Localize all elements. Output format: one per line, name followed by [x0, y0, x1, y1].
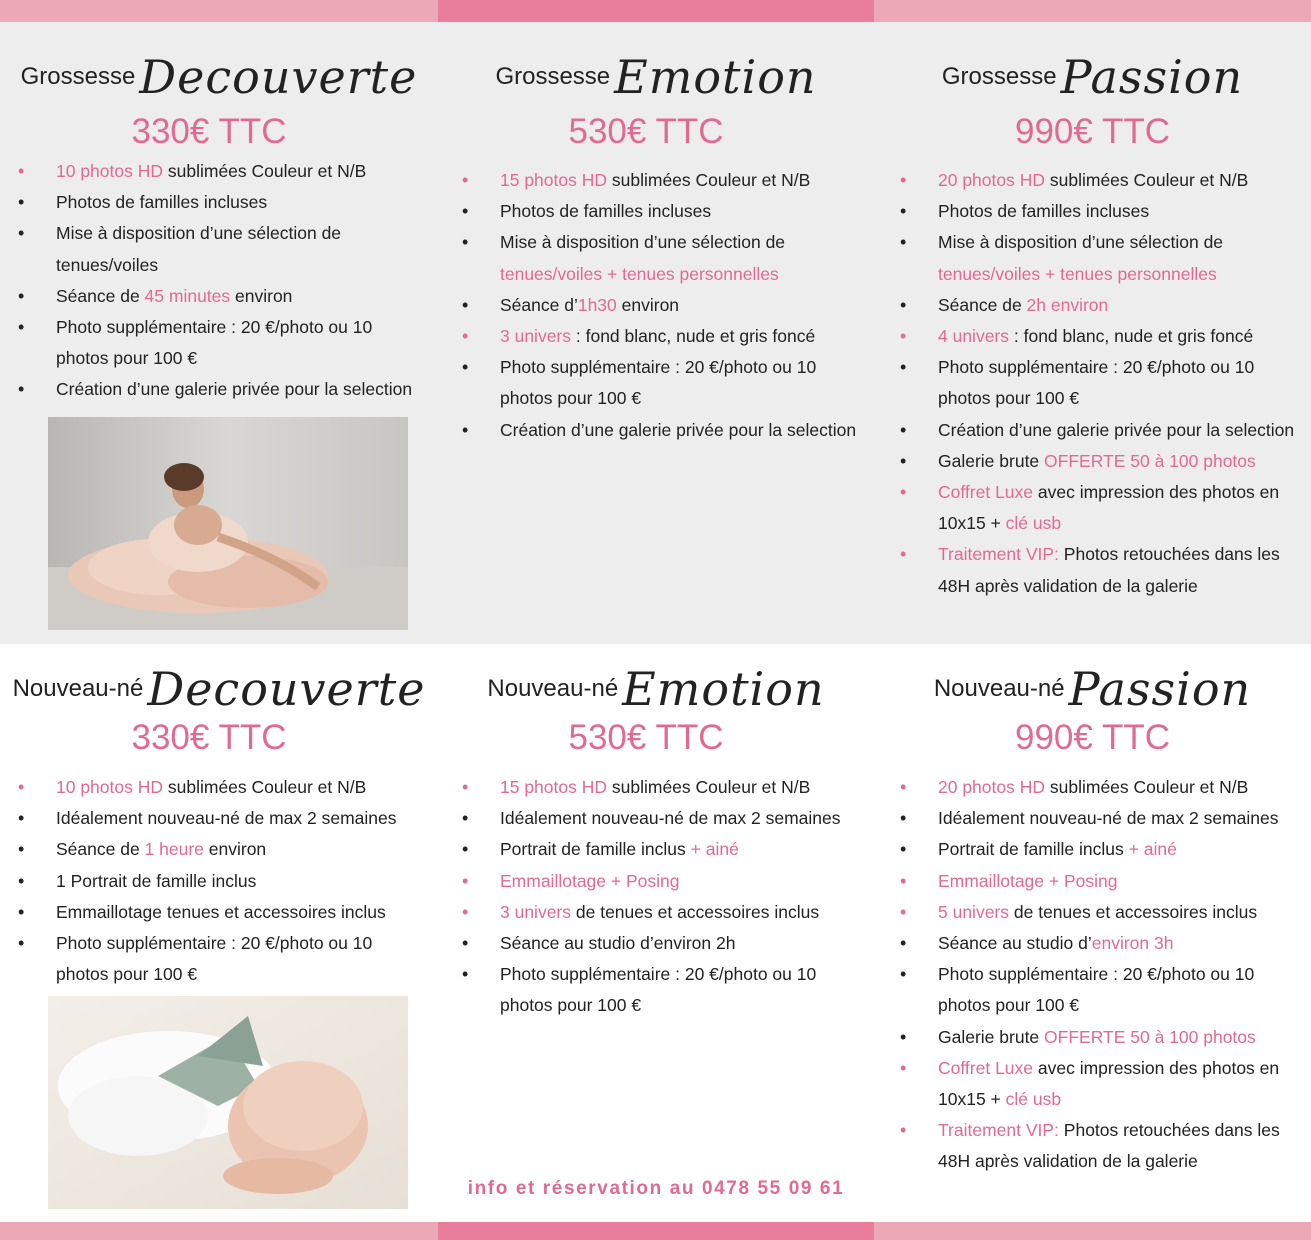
bullet-icon: • [18, 285, 25, 306]
bullet-icon: • [462, 870, 469, 891]
feature-item [18, 834, 423, 865]
feature-list [462, 772, 862, 1022]
feature-list [18, 772, 423, 990]
title-prefix: Nouveau-né [12, 675, 144, 702]
bullet-icon: • [462, 901, 469, 922]
highlight-text: 3 univers [500, 326, 572, 347]
feature-item [18, 187, 423, 218]
feature-item [900, 1022, 1308, 1053]
feature-text: sublimées Couleur et N/B [163, 161, 367, 181]
price: 330€ TTC [131, 718, 287, 757]
feature-text: Séance d’ [500, 294, 578, 315]
bullet-icon: • [900, 544, 907, 565]
bullet-icon: • [900, 901, 907, 922]
nouveau-ne-emotion-card [438, 644, 874, 1222]
feature-text: Idéalement nouveau-né de max 2 semaines [56, 808, 397, 829]
title-prefix: Grossesse [941, 63, 1057, 90]
bullet-icon: • [900, 777, 907, 797]
bullet-icon: • [18, 777, 25, 797]
grossesse-section [0, 22, 1311, 644]
feature-item [462, 928, 862, 959]
highlight-text: Coffret Luxe [938, 1057, 1034, 1078]
feature-item [900, 834, 1308, 865]
nouveau-ne-decouverte-card [0, 644, 438, 1222]
feature-text: Séance de [938, 294, 1027, 315]
feature-text: Portrait de famille inclus [938, 839, 1129, 860]
bullet-icon: • [18, 808, 25, 829]
feature-item [900, 227, 1308, 289]
highlight-text: clé usb [1005, 513, 1062, 534]
highlight-text: 20 photos HD [938, 170, 1046, 190]
feature-text: Idéalement nouveau-né de max 2 semaines [938, 808, 1279, 829]
feature-item [462, 352, 862, 414]
feature-list [900, 165, 1308, 602]
feature-text: Création d’une galerie privée pour la selection [56, 379, 413, 400]
bullet-icon: • [462, 232, 469, 253]
feature-item [462, 227, 862, 289]
feature-item [18, 803, 423, 834]
bullet-icon: • [462, 326, 469, 347]
package-title [0, 662, 438, 716]
feature-item [462, 321, 862, 352]
feature-item [900, 446, 1308, 477]
feature-text: Séance au studio d’ [938, 933, 1092, 954]
title-prefix: Grossesse [20, 63, 136, 90]
feature-item [462, 897, 862, 928]
highlight-text: OFFERTE 50 à 100 photos [1044, 450, 1256, 471]
title-prefix: Nouveau-né [933, 675, 1065, 702]
feature-item [18, 772, 423, 803]
highlight-text: Traitement VIP: [938, 544, 1059, 565]
bullet-icon: • [18, 933, 25, 954]
grossesse-passion-card [874, 22, 1311, 644]
feature-item [18, 156, 423, 187]
feature-text: sublimées Couleur et N/B [163, 777, 367, 797]
feature-item [900, 1053, 1308, 1115]
feature-text: environ [616, 294, 680, 315]
bullet-icon: • [900, 964, 907, 985]
title-prefix: Nouveau-né [487, 675, 619, 702]
bullet-icon: • [462, 839, 469, 860]
feature-item [462, 803, 862, 834]
feature-item [900, 772, 1308, 803]
feature-text: sublimées Couleur et N/B [607, 170, 811, 190]
package-title [438, 50, 874, 104]
feature-text: Photos de familles incluses [56, 192, 268, 213]
feature-item [462, 196, 862, 227]
highlight-text: Traitement VIP: [938, 1120, 1059, 1141]
feature-text: sublimées Couleur et N/B [1045, 777, 1249, 797]
package-title [438, 662, 874, 716]
feature-item [462, 415, 862, 446]
feature-item [18, 928, 423, 990]
feature-item [900, 477, 1308, 539]
price: 530€ TTC [568, 112, 724, 151]
bullet-icon: • [900, 294, 907, 315]
feature-text: Séance au studio d’environ 2h [500, 933, 736, 954]
bullet-icon: • [18, 379, 25, 400]
top-band [0, 0, 1311, 22]
highlight-text: 5 univers [938, 901, 1010, 922]
package-title [874, 662, 1311, 716]
feature-text: Photo supplémentaire : 20 €/photo ou 10 photos pour 100 € [56, 933, 373, 985]
highlight-text: Coffret Luxe [938, 482, 1034, 503]
feature-text: Photos retouchées dans les 48H après validation de la galerie [938, 544, 1280, 596]
highlight-text: + ainé [1128, 839, 1177, 860]
feature-item [900, 290, 1308, 321]
highlight-text: 45 minutes [144, 285, 231, 306]
highlight-text: Emmaillotage + Posing [938, 870, 1118, 891]
bullet-icon: • [18, 223, 25, 244]
feature-text: Photo supplémentaire : 20 €/photo ou 10 photos pour 100 € [500, 357, 817, 409]
newborn-photo [48, 996, 408, 1209]
bullet-icon: • [18, 901, 25, 922]
bullet-icon: • [900, 357, 907, 378]
feature-text: Galerie brute [938, 450, 1045, 471]
feature-text: Séance de [56, 285, 145, 306]
feature-item [462, 165, 862, 196]
feature-text: Mise à disposition d’une sélection de [938, 232, 1224, 253]
feature-item [900, 165, 1308, 196]
feature-text: 1 Portrait de famille inclus [56, 870, 257, 891]
highlight-text: 4 univers [938, 326, 1010, 347]
feature-item [18, 866, 423, 897]
bullet-icon: • [462, 294, 469, 315]
feature-text: Création d’une galerie privée pour la selection [938, 419, 1295, 440]
bullet-icon: • [900, 482, 907, 503]
bullet-icon: • [900, 839, 907, 860]
feature-text: : fond blanc, nude et gris foncé [571, 326, 816, 347]
feature-text: Idéalement nouveau-né de max 2 semaines [500, 808, 841, 829]
title-script: Emotion [622, 662, 825, 716]
price: 990€ TTC [1015, 718, 1170, 757]
feature-item [18, 312, 423, 374]
grossesse-decouverte-card [0, 22, 438, 644]
highlight-text: tenues/voiles + tenues personnelles [500, 263, 779, 284]
bullet-icon: • [900, 201, 907, 222]
feature-text: de tenues et accessoires inclus [571, 901, 820, 922]
title-script: Decouverte [139, 50, 418, 104]
feature-text: Photo supplémentaire : 20 €/photo ou 10 photos pour 100 € [938, 964, 1255, 1016]
bullet-icon: • [900, 450, 907, 471]
feature-item [900, 959, 1308, 1021]
highlight-text: + ainé [690, 839, 739, 860]
price: 330€ TTC [131, 112, 287, 151]
bullet-icon: • [462, 170, 469, 190]
feature-text: Photos de familles incluses [500, 201, 712, 222]
feature-text: Photo supplémentaire : 20 €/photo ou 10 photos pour 100 € [938, 357, 1255, 409]
feature-text: avec impression des photos en 10x15 + [938, 1057, 1280, 1110]
feature-text: environ [203, 839, 267, 860]
bullet-icon: • [462, 201, 469, 222]
bullet-icon: • [900, 808, 907, 829]
bullet-icon: • [18, 161, 25, 181]
highlight-text: 10 photos HD [56, 777, 164, 797]
feature-text: sublimées Couleur et N/B [1045, 170, 1249, 190]
feature-text: environ [230, 285, 293, 306]
feature-item [900, 352, 1308, 414]
feature-list [462, 165, 862, 446]
feature-text: Emmaillotage tenues et accessoires inclus [56, 901, 386, 922]
feature-text: : fond blanc, nude et gris foncé [1009, 326, 1254, 347]
grossesse-emotion-card [438, 22, 874, 644]
bullet-icon: • [462, 357, 469, 378]
title-script: Emotion [614, 50, 817, 104]
feature-item [900, 196, 1308, 227]
bullet-icon: • [18, 870, 25, 891]
highlight-text: 1 heure [144, 839, 204, 860]
feature-text: Photos retouchées dans les 48H après validation de la galerie [938, 1120, 1280, 1172]
feature-item [900, 866, 1308, 897]
title-prefix: Grossesse [495, 63, 611, 90]
highlight-text: 10 photos HD [56, 161, 164, 181]
feature-item [900, 803, 1308, 834]
title-script: Passion [1060, 50, 1244, 104]
feature-item [900, 321, 1308, 352]
feature-item [900, 928, 1308, 959]
nouveau-ne-passion-card [874, 644, 1311, 1222]
bullet-icon: • [900, 933, 907, 954]
highlight-text: Emmaillotage + Posing [500, 870, 680, 891]
bullet-icon: • [900, 1057, 907, 1078]
feature-item [462, 772, 862, 803]
bottom-band [0, 1222, 1311, 1240]
bullet-icon: • [462, 964, 469, 985]
maternity-photo [48, 417, 408, 630]
feature-item [462, 290, 862, 321]
bullet-icon: • [462, 777, 469, 797]
package-title [874, 50, 1311, 104]
title-script: Passion [1068, 662, 1252, 716]
highlight-text: 20 photos HD [938, 777, 1046, 797]
highlight-text: tenues/voiles + tenues personnelles [938, 263, 1217, 284]
highlight-text: 15 photos HD [500, 170, 608, 190]
feature-text: Mise à disposition d’une sélection de [500, 232, 786, 253]
feature-text: Photo supplémentaire : 20 €/photo ou 10 photos pour 100 € [56, 317, 373, 369]
bullet-icon: • [900, 232, 907, 253]
nouveau-ne-section [0, 644, 1311, 1222]
bullet-icon: • [900, 419, 907, 440]
feature-text: Photos de familles incluses [938, 201, 1150, 222]
feature-item [18, 281, 423, 312]
highlight-text: environ 3h [1091, 933, 1174, 954]
highlight-text: clé usb [1005, 1089, 1062, 1110]
feature-text: Création d’une galerie privée pour la selection [500, 419, 857, 440]
feature-text: Mise à disposition d’une sélection de tenues/voiles [56, 223, 342, 275]
bullet-icon: • [18, 317, 25, 338]
bullet-icon: • [900, 1120, 907, 1141]
feature-item [900, 539, 1308, 601]
feature-item [18, 218, 423, 280]
bullet-icon: • [462, 933, 469, 954]
feature-item [900, 415, 1308, 446]
bullet-icon: • [900, 1026, 907, 1047]
feature-list [900, 772, 1308, 1178]
feature-item [18, 374, 423, 405]
highlight-text: 1h30 [577, 294, 617, 315]
feature-item [900, 897, 1308, 928]
feature-text: Portrait de famille inclus [500, 839, 691, 860]
feature-text: sublimées Couleur et N/B [607, 777, 811, 797]
feature-text: de tenues et accessoires inclus [1009, 901, 1258, 922]
feature-text: avec impression des photos en 10x15 + [938, 482, 1280, 534]
price: 990€ TTC [1015, 112, 1170, 151]
contact-footer: info et réservation au 0478 55 09 61 [467, 1178, 845, 1199]
bullet-icon: • [900, 170, 907, 190]
feature-text: Photo supplémentaire : 20 €/photo ou 10 photos pour 100 € [500, 964, 817, 1016]
bullet-icon: • [900, 870, 907, 891]
feature-item [900, 1115, 1308, 1177]
feature-item [462, 866, 862, 897]
bullet-icon: • [18, 192, 25, 213]
feature-text: Galerie brute [938, 1026, 1045, 1047]
bullet-icon: • [900, 326, 907, 347]
highlight-text: 3 univers [500, 901, 572, 922]
feature-text: Séance de [56, 839, 145, 860]
bullet-icon: • [462, 419, 469, 440]
bullet-icon: • [462, 808, 469, 829]
price: 530€ TTC [568, 718, 724, 757]
feature-list [18, 156, 423, 406]
feature-item [462, 834, 862, 865]
highlight-text: 15 photos HD [500, 777, 608, 797]
highlight-text: 2h environ [1026, 294, 1109, 315]
feature-item [18, 897, 423, 928]
title-script: Decouverte [147, 662, 426, 716]
highlight-text: OFFERTE 50 à 100 photos [1044, 1026, 1256, 1047]
feature-item [462, 959, 862, 1021]
package-title [0, 50, 438, 104]
bullet-icon: • [18, 839, 25, 860]
